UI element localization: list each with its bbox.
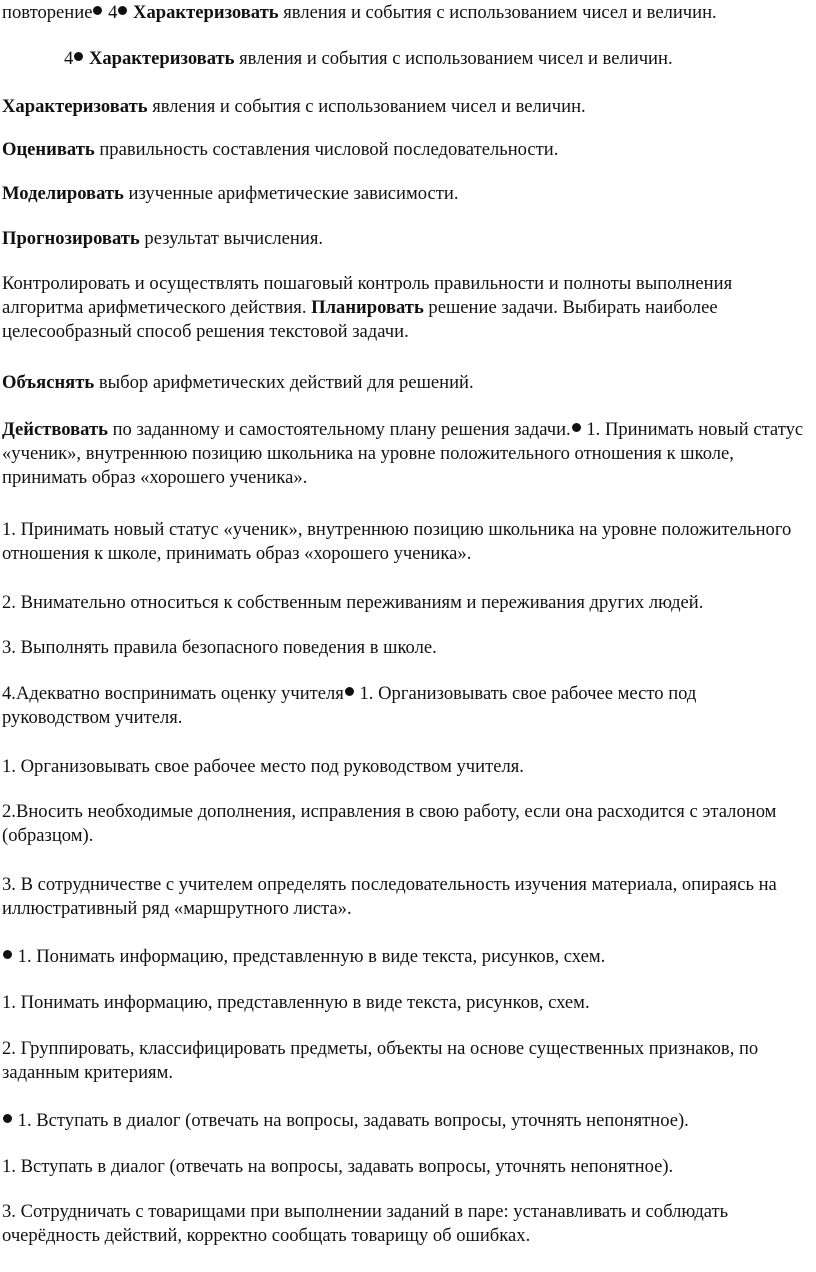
text-segment: повторение <box>2 2 93 23</box>
bullet-icon <box>118 6 127 15</box>
bold-term: Действовать <box>2 419 108 440</box>
paragraph <box>2 682 808 730</box>
bold-term: Оценивать <box>2 139 95 160</box>
paragraph <box>2 1200 808 1248</box>
paragraph <box>2 272 808 344</box>
text-segment: 1. Понимать информацию, представленную в виде текста, рисунков, схем. <box>2 992 590 1013</box>
paragraph <box>2 636 808 660</box>
paragraph <box>2 227 808 251</box>
paragraph <box>2 591 808 615</box>
bold-term: Объяснять <box>2 372 95 393</box>
text-segment: 1. Понимать информацию, представленную в виде текста, рисунков, схем. <box>13 946 606 967</box>
paragraph <box>2 1109 808 1133</box>
paragraph <box>2 755 808 779</box>
text-segment: явления и события с использованием чисел и величин. <box>147 96 586 117</box>
text-segment: 4 <box>103 2 118 23</box>
text-segment: 2.Вносить необходимые дополнения, исправления в свою работу, если она расходится с эталоном (образцом). <box>2 801 777 846</box>
text-segment: 3. Выполнять правила безопасного поведения в школе. <box>2 637 437 658</box>
bullet-icon <box>3 1114 12 1123</box>
bullet-icon <box>345 687 354 696</box>
text-segment: решение задачи. Выбирать наиболее целесообразный способ решения текстовой задачи. <box>2 297 718 342</box>
bold-term: Моделировать <box>2 183 124 204</box>
paragraph <box>2 518 808 566</box>
text-segment: по заданному и самостоятельному плану решения задачи. <box>107 419 571 440</box>
text-segment: явления и события с использованием чисел и величин. <box>278 2 717 23</box>
paragraph <box>2 991 808 1015</box>
text-segment: явления и события с использованием чисел и величин. <box>234 48 673 69</box>
paragraph <box>2 1155 808 1179</box>
text-segment: результат вычисления. <box>139 228 324 249</box>
text-segment: 2. Внимательно относиться к собственным переживаниям и переживания других людей. <box>2 592 704 613</box>
text-segment: 2. Группировать, классифицировать предметы, объекты на основе существенных признаков, по заданным критериям. <box>2 1038 759 1083</box>
text-segment: выбор арифметических действий для решений. <box>94 372 474 393</box>
bullet-icon <box>93 6 102 15</box>
text-segment: 1. Принимать новый статус «ученик», внутреннюю позицию школьника на уровне положительного отношения к школе, принимать образ «хорошего ученика». <box>2 519 792 564</box>
paragraph <box>2 945 808 969</box>
paragraph <box>2 873 808 921</box>
text-segment: Контролировать и осуществлять пошаговый контроль правильности и полноты выполнения алгоритма арифметического действия. <box>2 273 733 318</box>
text-segment: 4 <box>64 48 74 69</box>
text-segment: 1. Вступать в диалог (отвечать на вопросы, задавать вопросы, уточнять непонятное). <box>13 1110 689 1131</box>
paragraph <box>2 418 808 490</box>
text-segment: 1. Организовывать свое рабочее место под руководством учителя. <box>2 683 697 728</box>
paragraph <box>2 371 808 395</box>
text-segment: 1. Вступать в диалог (отвечать на вопросы, задавать вопросы, уточнять непонятное). <box>2 1156 674 1177</box>
paragraph <box>2 182 808 206</box>
bullet-icon <box>572 423 581 432</box>
text-segment: 1. Принимать новый статус «ученик», внутреннюю позицию школьника на уровне положительного отношения к школе, принимать образ «хорошего ученика». <box>2 419 804 488</box>
text-segment: 3. В сотрудничестве с учителем определять последовательность изучения материала, опираясь на иллюстративный ряд «маршрутного листа». <box>2 874 777 919</box>
bold-term: Прогнозировать <box>2 228 140 249</box>
bold-term: Планировать <box>311 297 424 318</box>
text-segment: правильность составления числовой последовательности. <box>94 139 559 160</box>
bold-term: Характеризовать <box>2 96 148 117</box>
bold-term: Характеризовать <box>84 48 235 69</box>
paragraph <box>2 95 808 119</box>
paragraph <box>64 47 808 71</box>
paragraph <box>2 800 808 848</box>
bullet-icon <box>74 52 83 61</box>
text-segment: изученные арифметические зависимости. <box>123 183 459 204</box>
text-segment: 3. Сотрудничать с товарищами при выполнении заданий в паре: устанавливать и соблюдать очерёдность действий, корректно сообщать товарищу об ошибках. <box>2 1201 729 1246</box>
bullet-icon <box>3 950 12 959</box>
text-segment: 1. Организовывать свое рабочее место под руководством учителя. <box>2 756 524 777</box>
paragraph <box>2 1 808 25</box>
paragraph <box>2 1037 808 1085</box>
bold-term: Характеризовать <box>128 2 279 23</box>
text-segment: 4.Адекватно воспринимать оценку учителя <box>2 683 344 704</box>
paragraph <box>2 138 808 162</box>
